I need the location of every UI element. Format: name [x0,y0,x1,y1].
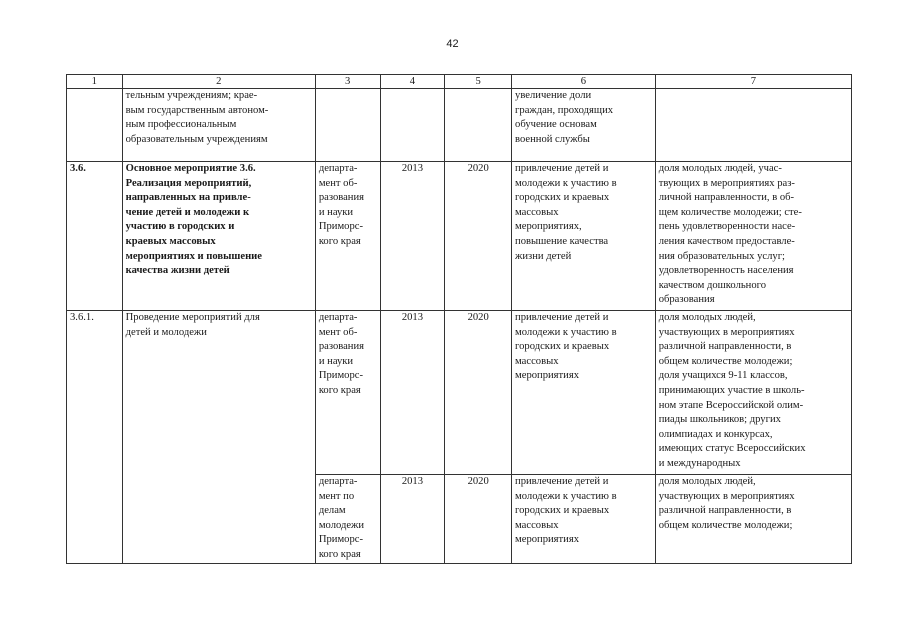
column-number-row [67,75,852,89]
expected-result-cell: привлечение детей и молодежи к участию в городских и краевых массовых мероприятиях [512,475,656,564]
column-number: 5 [445,75,512,89]
activity-name-cell: тельным учреждениям; крае- вым государственным автоном- ным профессиональным образовательным учреждениям [122,89,315,162]
end-year-cell: 2020 [445,311,512,475]
column-number: 6 [512,75,656,89]
indicators-cell [655,89,851,162]
end-year-cell: 2020 [445,162,512,311]
executor-cell: департа- мент об- разования и науки Приморс- кого края [315,311,380,475]
item-number-cell: 3.6. [67,162,123,311]
end-year-cell [445,89,512,162]
column-number: 1 [67,75,123,89]
column-number: 3 [315,75,380,89]
indicators-cell: доля молодых людей, учас- твующих в мероприятиях раз- личной направленности, в об- щем количестве молодежи; сте- пень удовлетворенности насе- ления качеством предоставле- ния образовательных услуг; удовлетворенность населения качеством дошкольного образования [655,162,851,311]
expected-result-cell: привлечение детей и молодежи к участию в городских и краевых массовых мероприятиях, повышение качества жизни детей [512,162,656,311]
item-number-cell [67,89,123,162]
item-number-cell: 3.6.1. [67,311,123,564]
indicators-cell: доля молодых людей, участвующих в мероприятиях различной направленности, в общем количестве молодежи; доля учащихся 9-11 классов, принимающих участие в школь- ном этапе Всероссийской олим- пиады школьников; других олимпиадах и конкурсах, имеющих статус Всероссийских и международных [655,311,851,475]
column-number: 7 [655,75,851,89]
executor-cell: департа- мент об- разования и науки Приморс- кого края [315,162,380,311]
executor-cell [315,89,380,162]
program-table [66,74,852,564]
table-row [67,89,852,162]
start-year-cell [380,89,445,162]
table-row [67,162,852,311]
activity-name-cell: Основное мероприятие 3.6. Реализация мероприятий, направленных на привле- чение детей и молодежи к участию в городских и краевых массовых мероприятиях и повышение качества жизни детей [122,162,315,311]
start-year-cell: 2013 [380,162,445,311]
table-row [67,311,852,475]
executor-cell: департа- мент по делам молодежи Приморс- кого края [315,475,380,564]
page-number: 42 [446,38,459,50]
start-year-cell: 2013 [380,475,445,564]
expected-result-cell: привлечение детей и молодежи к участию в городских и краевых массовых мероприятиях [512,311,656,475]
end-year-cell: 2020 [445,475,512,564]
start-year-cell: 2013 [380,311,445,475]
activity-name-cell: Проведение мероприятий для детей и молодежи [122,311,315,564]
column-number: 2 [122,75,315,89]
column-number: 4 [380,75,445,89]
expected-result-cell: увеличение доли граждан, проходящих обучение основам военной службы [512,89,656,162]
indicators-cell: доля молодых людей, участвующих в мероприятиях различной направленности, в общем количестве молодежи; [655,475,851,564]
